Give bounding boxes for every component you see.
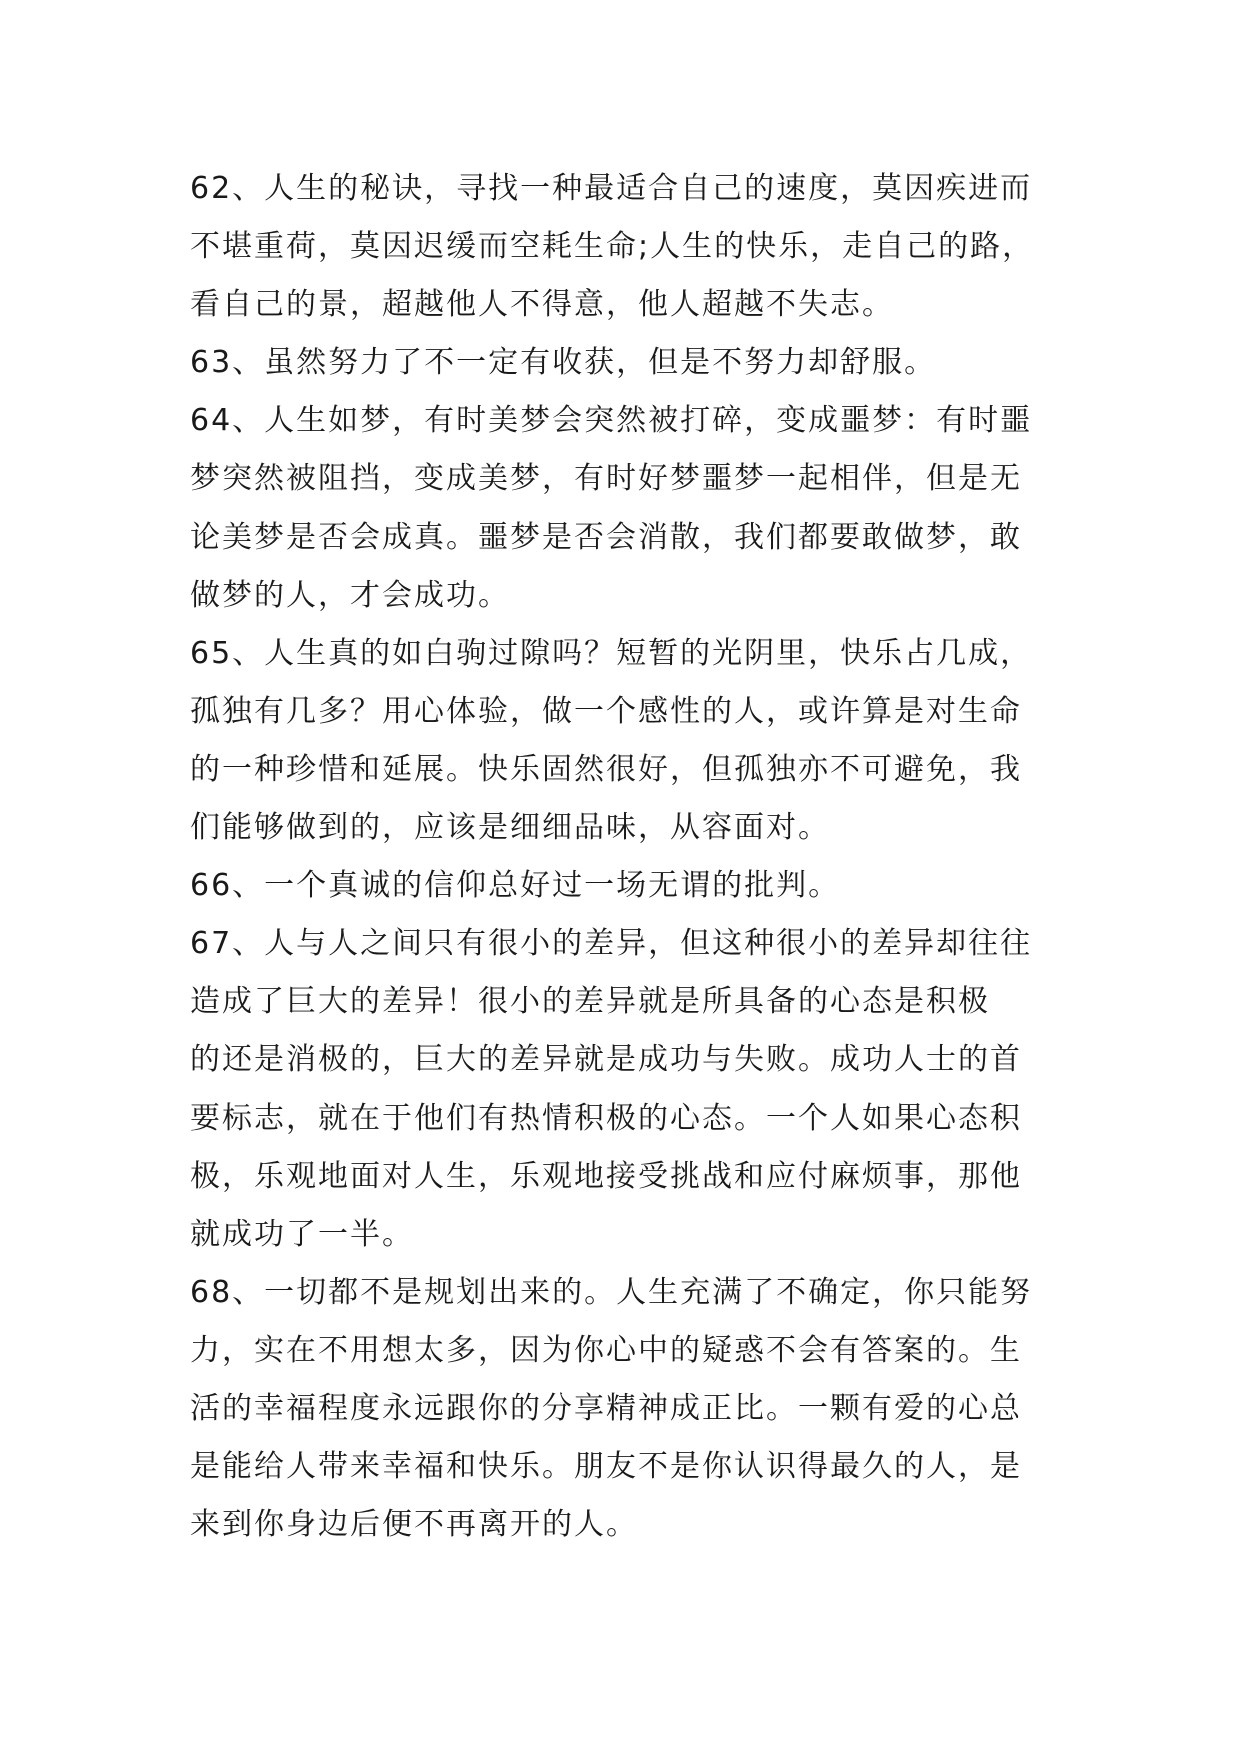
text-line: 不堪重荷，莫因迟缓而空耗生命;人生的快乐，走自己的路， [190,229,1035,265]
text-line: 们能够做到的，应该是细细品味，从容面对。 [190,810,830,846]
text-line: 67、人与人之间只有很小的差异，但这种很小的差异却往往 [190,926,1033,962]
text-line: 看自己的景，超越他人不得意，他人超越不失志。 [190,287,894,323]
text-line: 孤独有几多？用心体验，做一个感性的人，或许算是对生命 [190,693,1022,729]
text-line: 梦突然被阻挡，变成美梦，有时好梦噩梦一起相伴，但是无 [190,461,1022,497]
text-line: 65、人生真的如白驹过隙吗？短暂的光阴里，快乐占几成， [190,635,1033,671]
text-line: 活的幸福程度永远跟你的分享精神成正比。一颗有爱的心总 [190,1390,1022,1426]
text-line: 是能给人带来幸福和快乐。朋友不是你认识得最久的人，是 [190,1449,1022,1485]
text-line: 来到你身边后便不再离开的人。 [190,1507,638,1543]
text-line: 68、一切都不是规划出来的。人生充满了不确定，你只能努 [190,1274,1033,1310]
text-line: 造成了巨大的差异！很小的差异就是所具备的心态是积极 [190,984,990,1020]
text-line: 力，实在不用想太多，因为你心中的疑惑不会有答案的。生 [190,1332,1022,1368]
text-line: 的还是消极的，巨大的差异就是成功与失败。成功人士的首 [190,1042,1022,1078]
document-body [190,160,1066,1554]
text-line: 做梦的人，才会成功。 [190,577,510,613]
text-line: 极，乐观地面对人生，乐观地接受挑战和应付麻烦事，那他 [190,1158,1022,1194]
text-line: 要标志，就在于他们有热情积极的心态。一个人如果心态积 [190,1100,1022,1136]
text-line: 的一种珍惜和延展。快乐固然很好，但孤独亦不可避免，我 [190,751,1022,787]
text-line: 63、虽然努力了不一定有收获，但是不努力却舒服。 [190,345,937,381]
text-line: 66、一个真诚的信仰总好过一场无谓的批判。 [190,868,841,904]
text-line: 62、人生的秘诀，寻找一种最适合自己的速度，莫因疾进而 [190,171,1033,206]
text-line: 论美梦是否会成真。噩梦是否会消散，我们都要敢做梦，敢 [190,519,1022,555]
text-line: 64、人生如梦，有时美梦会突然被打碎，变成噩梦：有时噩 [190,403,1033,439]
text-line: 就成功了一半。 [190,1216,414,1252]
